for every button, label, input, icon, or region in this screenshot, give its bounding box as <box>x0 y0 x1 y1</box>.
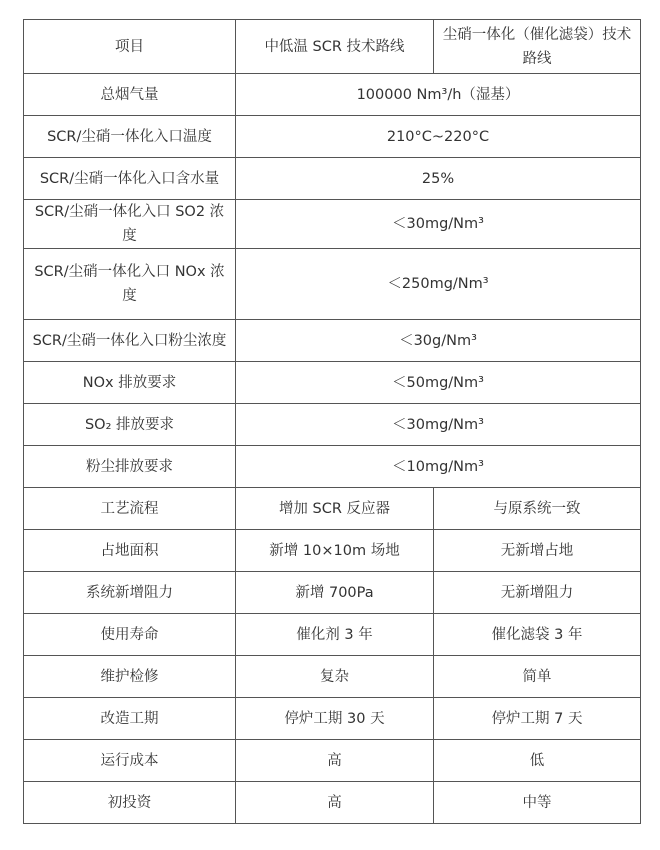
option-b-value: 无新增占地 <box>434 530 641 572</box>
condition-value: ＜30g/Nm³ <box>236 320 641 362</box>
comparison-label: 占地面积 <box>24 530 236 572</box>
condition-label: 粉尘排放要求 <box>24 446 236 488</box>
comparison-row <box>24 572 641 614</box>
condition-label: SCR/尘硝一体化入口粉尘浓度 <box>24 320 236 362</box>
condition-label: NOx 排放要求 <box>24 362 236 404</box>
condition-value: ＜30mg/Nm³ <box>236 200 641 249</box>
comparison-label: 使用寿命 <box>24 614 236 656</box>
comparison-row <box>24 740 641 782</box>
comparison-table-body <box>24 20 641 824</box>
option-a-value: 高 <box>236 782 434 824</box>
comparison-row <box>24 656 641 698</box>
option-b-value: 与原系统一致 <box>434 488 641 530</box>
comparison-label: 系统新增阻力 <box>24 572 236 614</box>
option-b-value: 低 <box>434 740 641 782</box>
condition-row <box>24 362 641 404</box>
condition-value: 25% <box>236 158 641 200</box>
condition-row <box>24 446 641 488</box>
comparison-label: 工艺流程 <box>24 488 236 530</box>
condition-value: ＜50mg/Nm³ <box>236 362 641 404</box>
option-a-value: 停炉工期 30 天 <box>236 698 434 740</box>
option-b-value: 中等 <box>434 782 641 824</box>
comparison-label: 改造工期 <box>24 698 236 740</box>
option-a-value: 催化剂 3 年 <box>236 614 434 656</box>
header-row <box>24 20 641 74</box>
comparison-label: 维护检修 <box>24 656 236 698</box>
condition-value: 100000 Nm³/h（湿基） <box>236 74 641 116</box>
option-b-value: 简单 <box>434 656 641 698</box>
comparison-row <box>24 614 641 656</box>
condition-row <box>24 200 641 249</box>
comparison-row <box>24 698 641 740</box>
condition-row <box>24 404 641 446</box>
condition-label: SCR/尘硝一体化入口温度 <box>24 116 236 158</box>
comparison-table <box>23 19 641 824</box>
condition-row <box>24 320 641 362</box>
condition-value: ＜10mg/Nm³ <box>236 446 641 488</box>
condition-value: ＜250mg/Nm³ <box>236 249 641 320</box>
option-b-value: 停炉工期 7 天 <box>434 698 641 740</box>
header-option-a-cell: 中低温 SCR 技术路线 <box>236 20 434 74</box>
comparison-label: 初投资 <box>24 782 236 824</box>
condition-row <box>24 158 641 200</box>
condition-row <box>24 249 641 320</box>
option-b-value: 催化滤袋 3 年 <box>434 614 641 656</box>
condition-label: SCR/尘硝一体化入口 NOx 浓度 <box>24 249 236 320</box>
condition-label: SO₂ 排放要求 <box>24 404 236 446</box>
condition-label: SCR/尘硝一体化入口 SO2 浓度 <box>24 200 236 249</box>
comparison-label: 运行成本 <box>24 740 236 782</box>
header-option-b-cell: 尘硝一体化（催化滤袋）技术路线 <box>434 20 641 74</box>
condition-value: ＜30mg/Nm³ <box>236 404 641 446</box>
condition-label: 总烟气量 <box>24 74 236 116</box>
option-b-value: 无新增阻力 <box>434 572 641 614</box>
header-item-cell: 项目 <box>24 20 236 74</box>
condition-value: 210°C~220°C <box>236 116 641 158</box>
option-a-value: 新增 700Pa <box>236 572 434 614</box>
condition-label: SCR/尘硝一体化入口含水量 <box>24 158 236 200</box>
option-a-value: 新增 10×10m 场地 <box>236 530 434 572</box>
condition-row <box>24 74 641 116</box>
option-a-value: 高 <box>236 740 434 782</box>
option-a-value: 复杂 <box>236 656 434 698</box>
condition-row <box>24 116 641 158</box>
comparison-row <box>24 530 641 572</box>
option-a-value: 增加 SCR 反应器 <box>236 488 434 530</box>
comparison-row <box>24 782 641 824</box>
comparison-row <box>24 488 641 530</box>
